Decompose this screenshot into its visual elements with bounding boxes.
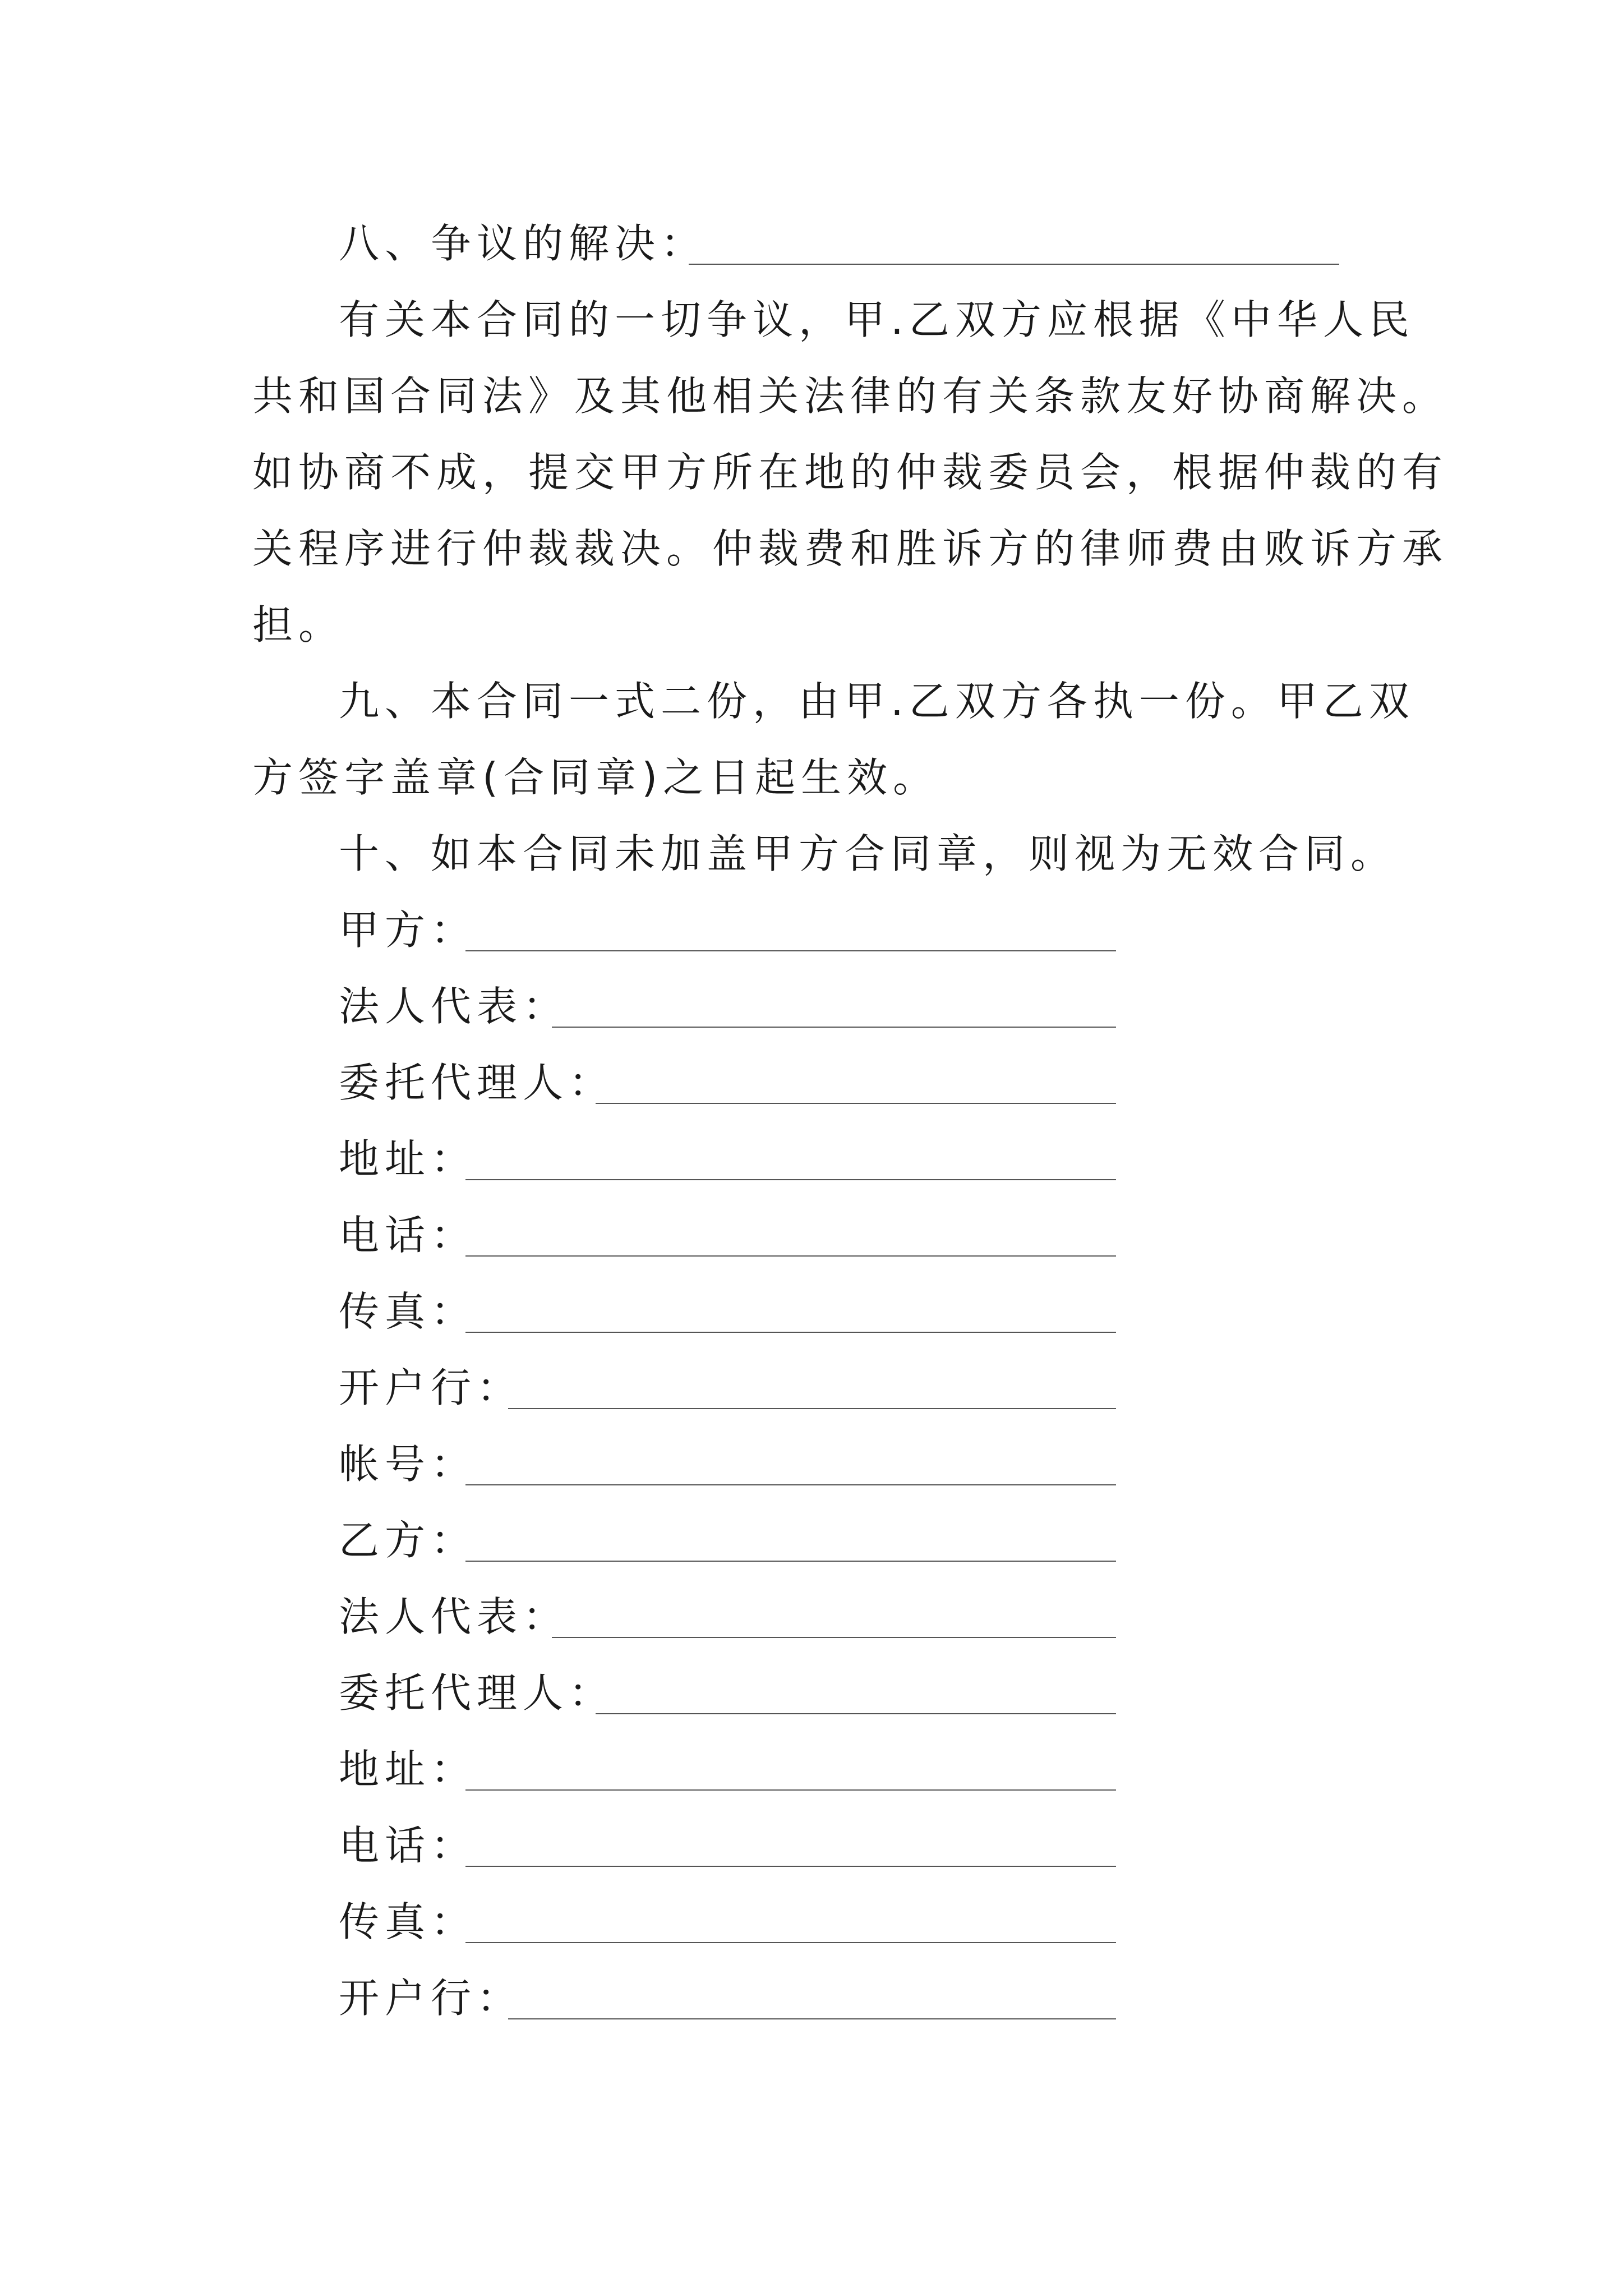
party-a-agent-label: 委托代理人： <box>339 1059 615 1106</box>
section10-text: 十、如本合同未加盖甲方合同章，则视为无效合同。 <box>339 830 1397 877</box>
party-b-name-label: 乙方： <box>339 1517 477 1564</box>
party-b-agent-field[interactable] <box>596 1713 1116 1714</box>
party-a-account-label: 帐号： <box>339 1441 477 1488</box>
party-b-address-label: 地址： <box>339 1746 477 1793</box>
party-b-legal-rep-field[interactable] <box>552 1637 1116 1638</box>
party-b-bank-field[interactable] <box>508 2018 1116 2019</box>
party-b-fax-label: 传真： <box>339 1898 477 1945</box>
party-b-legal-rep-label: 法人代表： <box>339 1593 569 1640</box>
party-b-bank-label: 开户行： <box>339 1975 523 2022</box>
party-a-name-field[interactable] <box>465 950 1116 951</box>
party-b-fax-field[interactable] <box>465 1942 1116 1943</box>
section8-line-1: 有关本合同的一切争议，甲.乙双方应根据《中华人民 <box>339 296 1415 343</box>
party-a-agent-field[interactable] <box>596 1103 1116 1104</box>
section9-line-2: 方签字盖章(合同章)之日起生效。 <box>252 754 939 801</box>
party-a-address-label: 地址： <box>339 1135 477 1182</box>
section8-line-3: 如协商不成，提交甲方所在地的仲裁委员会，根据仲裁的有 <box>252 449 1449 496</box>
party-a-fax-field[interactable] <box>465 1332 1116 1333</box>
party-b-phone-field[interactable] <box>465 1866 1116 1867</box>
section8-line-5: 担。 <box>252 601 345 648</box>
party-a-phone-label: 电话： <box>339 1212 477 1259</box>
party-a-address-field[interactable] <box>465 1179 1116 1180</box>
party-a-name-label: 甲方： <box>339 907 477 954</box>
party-b-phone-label: 电话： <box>339 1822 477 1869</box>
section8-line-2: 共和国合同法》及其他相关法律的有关条款友好协商解决。 <box>252 372 1449 420</box>
party-b-name-field[interactable] <box>465 1561 1116 1562</box>
party-a-fax-label: 传真： <box>339 1288 477 1335</box>
party-a-legal-rep-label: 法人代表： <box>339 983 569 1030</box>
party-a-legal-rep-field[interactable] <box>552 1027 1116 1028</box>
party-a-account-field[interactable] <box>465 1484 1116 1485</box>
party-a-phone-field[interactable] <box>465 1255 1116 1257</box>
section8-heading: 八、争议的解决： <box>339 220 707 267</box>
dispute-resolution-blank[interactable] <box>689 264 1339 265</box>
party-b-address-field[interactable] <box>465 1789 1116 1791</box>
section8-line-4: 关程序进行仲裁裁决。仲裁费和胜诉方的律师费由败诉方承 <box>252 525 1449 572</box>
section9-line-1: 九、本合同一式二份，由甲.乙双方各执一份。甲乙双 <box>339 678 1415 725</box>
party-a-bank-field[interactable] <box>508 1408 1116 1409</box>
party-a-bank-label: 开户行： <box>339 1364 523 1411</box>
party-b-agent-label: 委托代理人： <box>339 1669 615 1717</box>
